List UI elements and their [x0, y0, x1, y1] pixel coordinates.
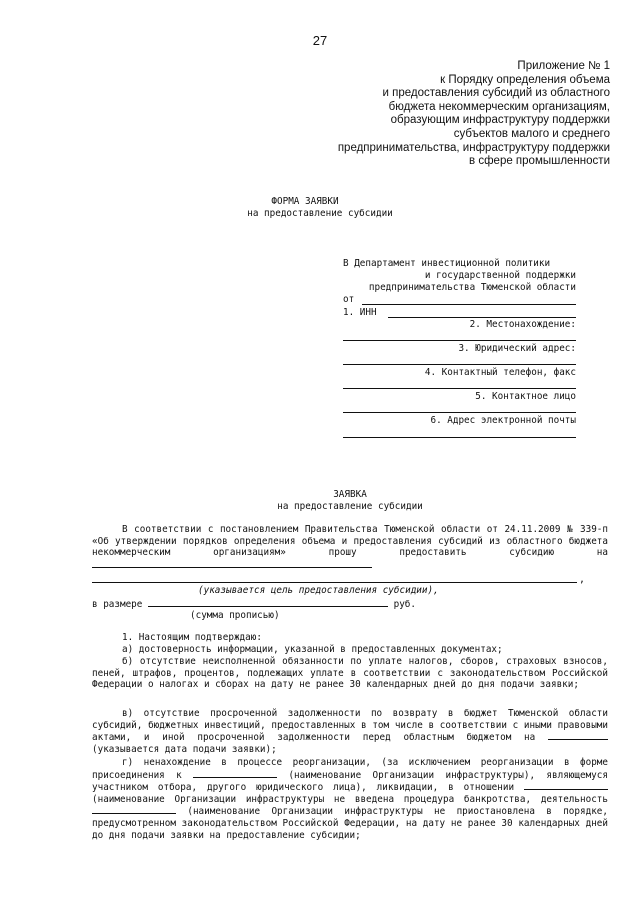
page-number: 27	[312, 33, 328, 48]
intro-paragraph	[92, 524, 608, 571]
phone-field[interactable]	[343, 388, 576, 389]
purpose-field[interactable]	[92, 559, 372, 568]
appendix-line: и предоставления субсидий из областного	[382, 87, 610, 100]
confirm-heading: 1. Настоящим подтверждаю:	[122, 632, 262, 643]
application-title-line2: на предоставление субсидии	[277, 501, 423, 512]
purpose-note: (указывается цель предоставления субсидии),	[198, 585, 439, 596]
intro-text: В соответствии с постановлением Правительства Тюменской области от 24.11.2009 № 339-п «Об утверждении порядков определения объема и предоставления субсидий из областного бюджета некоммерческим организациям» прошу предоставить субсидию на	[92, 524, 608, 559]
location-field[interactable]	[343, 340, 576, 341]
location-label: 2. Местонахождение:	[469, 319, 576, 330]
amount-unit: руб.	[393, 599, 416, 610]
appendix-line: образующим инфраструктуру поддержки	[390, 114, 610, 127]
email-field[interactable]	[343, 437, 576, 438]
legal-address-label: 3. Юридический адрес:	[458, 343, 576, 354]
item-v-date-field[interactable]	[548, 731, 608, 740]
item-g-text3: (наименование Организации инфраструктуры не введена процедура банкротства, деятельность	[92, 793, 608, 805]
item-g-field2[interactable]	[524, 781, 608, 790]
contact-field[interactable]	[343, 412, 576, 413]
item-a: а) достоверность информации, указанной в предоставленных документах;	[122, 644, 503, 655]
from-field[interactable]	[362, 304, 576, 305]
amount-field[interactable]	[148, 598, 388, 607]
appendix-line: Приложение № 1	[517, 60, 610, 72]
amount-row	[92, 598, 608, 611]
recipient-line2: и государственной поддержки	[424, 270, 576, 281]
appendix-line: в сфере промышленности	[469, 155, 610, 168]
appendix-line: субъектов малого и среднего	[453, 127, 610, 140]
form-title-line1: ФОРМА ЗАЯВКИ	[271, 196, 339, 207]
email-label: 6. Адрес электронной почты	[430, 415, 576, 426]
amount-label: в размере	[92, 599, 143, 610]
item-g	[92, 757, 608, 841]
item-v-note: (указывается дата подачи заявки);	[92, 743, 277, 755]
item-b: б) отсутствие неисполненной обязанности по уплате налогов, сборов, страховых взносов, пеней, штрафов, процентов, подлежащих уплате в соответствии с законодательством Российской Федерации о налогах и сборах на дату не ранее 30 календарных дней до дня подачи заявки;	[92, 656, 608, 691]
form-title-line2: на предоставление субсидии	[247, 208, 393, 219]
contact-label: 5. Контактное лицо	[475, 391, 576, 402]
appendix-line: к Порядку определения объема	[440, 73, 610, 86]
purpose-field-line2[interactable]	[92, 582, 577, 583]
item-v	[92, 708, 608, 755]
recipient-line1: В Департамент инвестиционной политики	[343, 258, 551, 269]
legal-address-field[interactable]	[343, 364, 576, 365]
amount-note: (сумма прописью)	[190, 610, 280, 621]
from-label: от	[343, 294, 355, 305]
item-g-field3[interactable]	[92, 805, 176, 814]
appendix-header	[300, 60, 610, 169]
inn-field[interactable]	[388, 317, 576, 318]
item-g-text4: (наименование Организации инфраструктуры не приостановлена в порядке, предусмотренном законодательством Российской Федерации, на дату не ранее 30 календарных дней до дня подачи заявки на предоставление субсидии;	[92, 806, 608, 841]
appendix-line: бюджета некоммерческим организациям,	[388, 100, 610, 113]
item-g-text2: (наименование Организации инфраструктуры), являющемуся участником отбора, другого юридического лица), ликвидации, в отношении	[92, 769, 608, 794]
item-g-text1: г) ненахождение в процессе реорганизации, (за исключением реорганизации в форме присоединения к	[92, 757, 608, 781]
appendix-line: предпринимательства, инфраструктуру поддержки	[337, 141, 610, 154]
item-g-field1[interactable]	[193, 769, 277, 778]
item-v-text: в) отсутствие просроченной задолженности по возврату в бюджет Тюменской области субсидий, бюджетных инвестиций, предоставленных в том числе в соответствии с иными правовыми актами, и иной просроченной задолженности перед областным бюджетом на	[92, 708, 608, 744]
phone-label: 4. Контактный телефон, факс	[424, 367, 576, 378]
comma: ,	[579, 574, 586, 585]
inn-label: 1. ИНН	[343, 307, 377, 318]
application-title-line1: ЗАЯВКА	[333, 489, 367, 500]
recipient-line3: предпринимательства Тюменской области	[368, 282, 576, 293]
application-title	[92, 489, 608, 513]
form-title	[0, 196, 640, 220]
